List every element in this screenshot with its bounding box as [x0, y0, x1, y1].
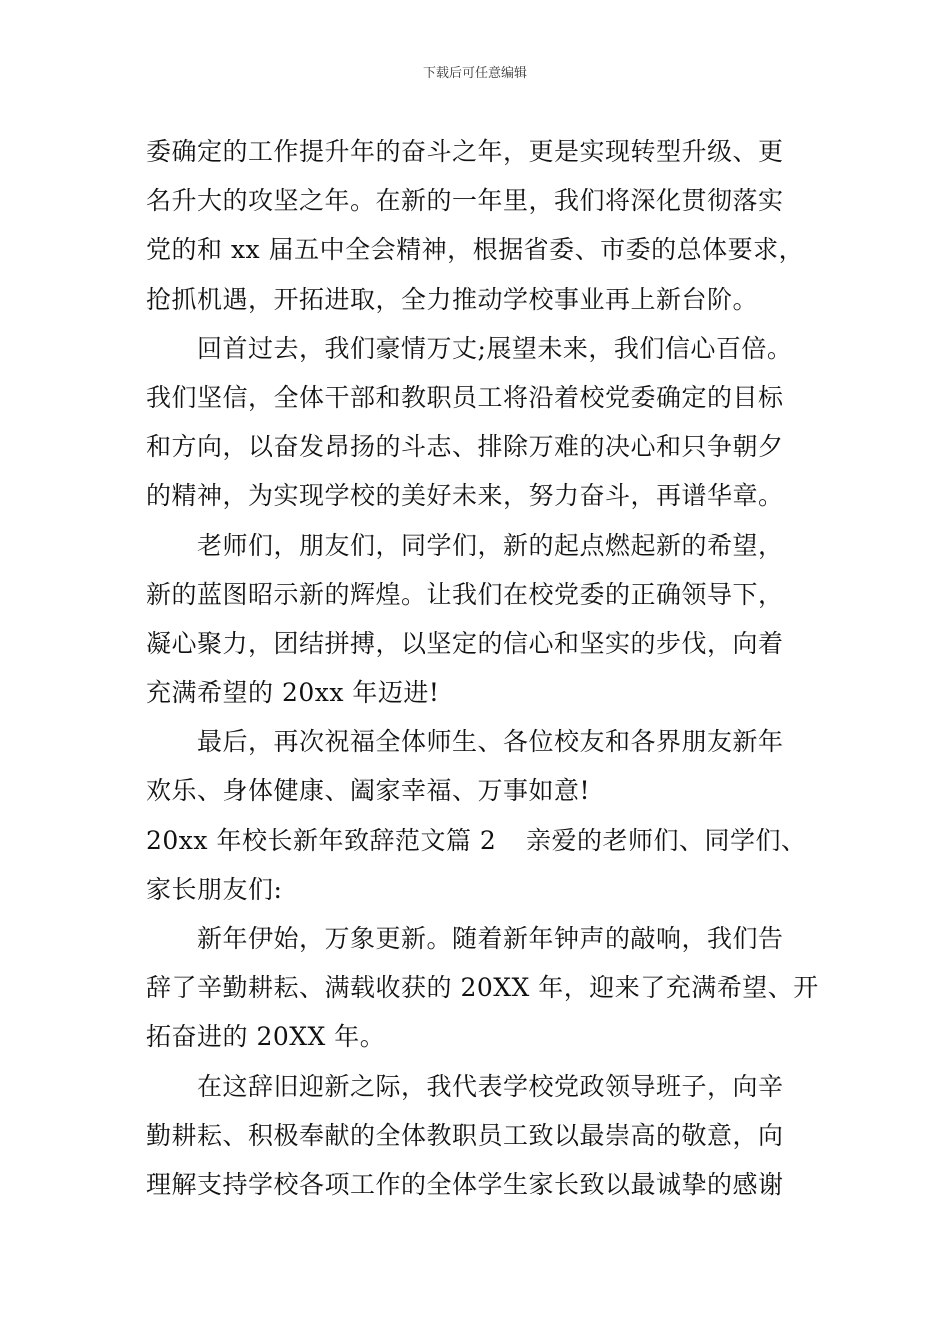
section-title: 20xx 年校长新年致辞范文篇 2	[146, 825, 497, 855]
salutation: 亲爱的老师们、同学们、	[526, 825, 807, 855]
text-line-4: 抢抓机遇，开拓进取，全力推动学校事业再上新台阶。	[146, 284, 759, 314]
text-line-12: 充满希望的 20xx 年迈进!	[146, 678, 440, 708]
text-line-1: 委确定的工作提升年的奋斗之年，更是实现转型升级、更	[146, 137, 784, 166]
text-line-7: 和方向，以奋发昂扬的斗志、排除万难的决心和只争朝夕	[146, 432, 784, 462]
text-line-6: 我们坚信，全体干部和教职员工将沿着校党委确定的目标	[146, 382, 784, 412]
text-line-13: 最后，再次祝福全体师生、各位校友和各界朋友新年	[197, 727, 784, 757]
text-line-2: 名升大的攻坚之年。在新的一年里，我们将深化贯彻落实	[146, 186, 784, 216]
text-line-16: 新年伊始，万象更新。随着新年钟声的敲响，我们告	[197, 924, 784, 953]
text-line-8: 的精神，为实现学校的美好未来，努力奋斗，再谱华章。	[146, 481, 784, 511]
text-line-10: 新的蓝图昭示新的辉煌。让我们在校党委的正确领导下，	[146, 579, 784, 609]
page-header: 下载后可任意编辑	[422, 66, 527, 81]
text-line-3: 党的和 xx 届五中全会精神，根据省委、市委的总体要求，	[146, 235, 805, 265]
text-line-15: 家长朋友们:	[146, 874, 283, 904]
section-title-line	[146, 816, 816, 865]
text-line-21: 理解支持学校各项工作的全体学生家长致以最诚挚的感谢	[146, 1169, 784, 1199]
text-line-19: 在这辞旧迎新之际，我代表学校党政领导班子，向辛	[197, 1071, 784, 1101]
text-line-5: 回首过去，我们豪情万丈;展望未来，我们信心百倍。	[197, 333, 793, 363]
text-line-9: 老师们，朋友们，同学们，新的起点燃起新的希望，	[197, 530, 784, 560]
text-line-11: 凝心聚力，团结拼搏，以坚定的信心和坚实的步伐，向着	[146, 628, 784, 658]
text-line-14: 欢乐、身体健康、阖家幸福、万事如意!	[146, 776, 591, 806]
text-line-17: 辞了辛勤耕耘、满载收获的 20XX 年，迎来了充满希望、开	[146, 973, 819, 1003]
text-line-18: 拓奋进的 20XX 年。	[146, 1022, 386, 1052]
document-body	[146, 127, 819, 1209]
text-line-20: 勤耕耘、积极奉献的全体教职员工致以最崇高的敬意，向	[146, 1120, 784, 1150]
